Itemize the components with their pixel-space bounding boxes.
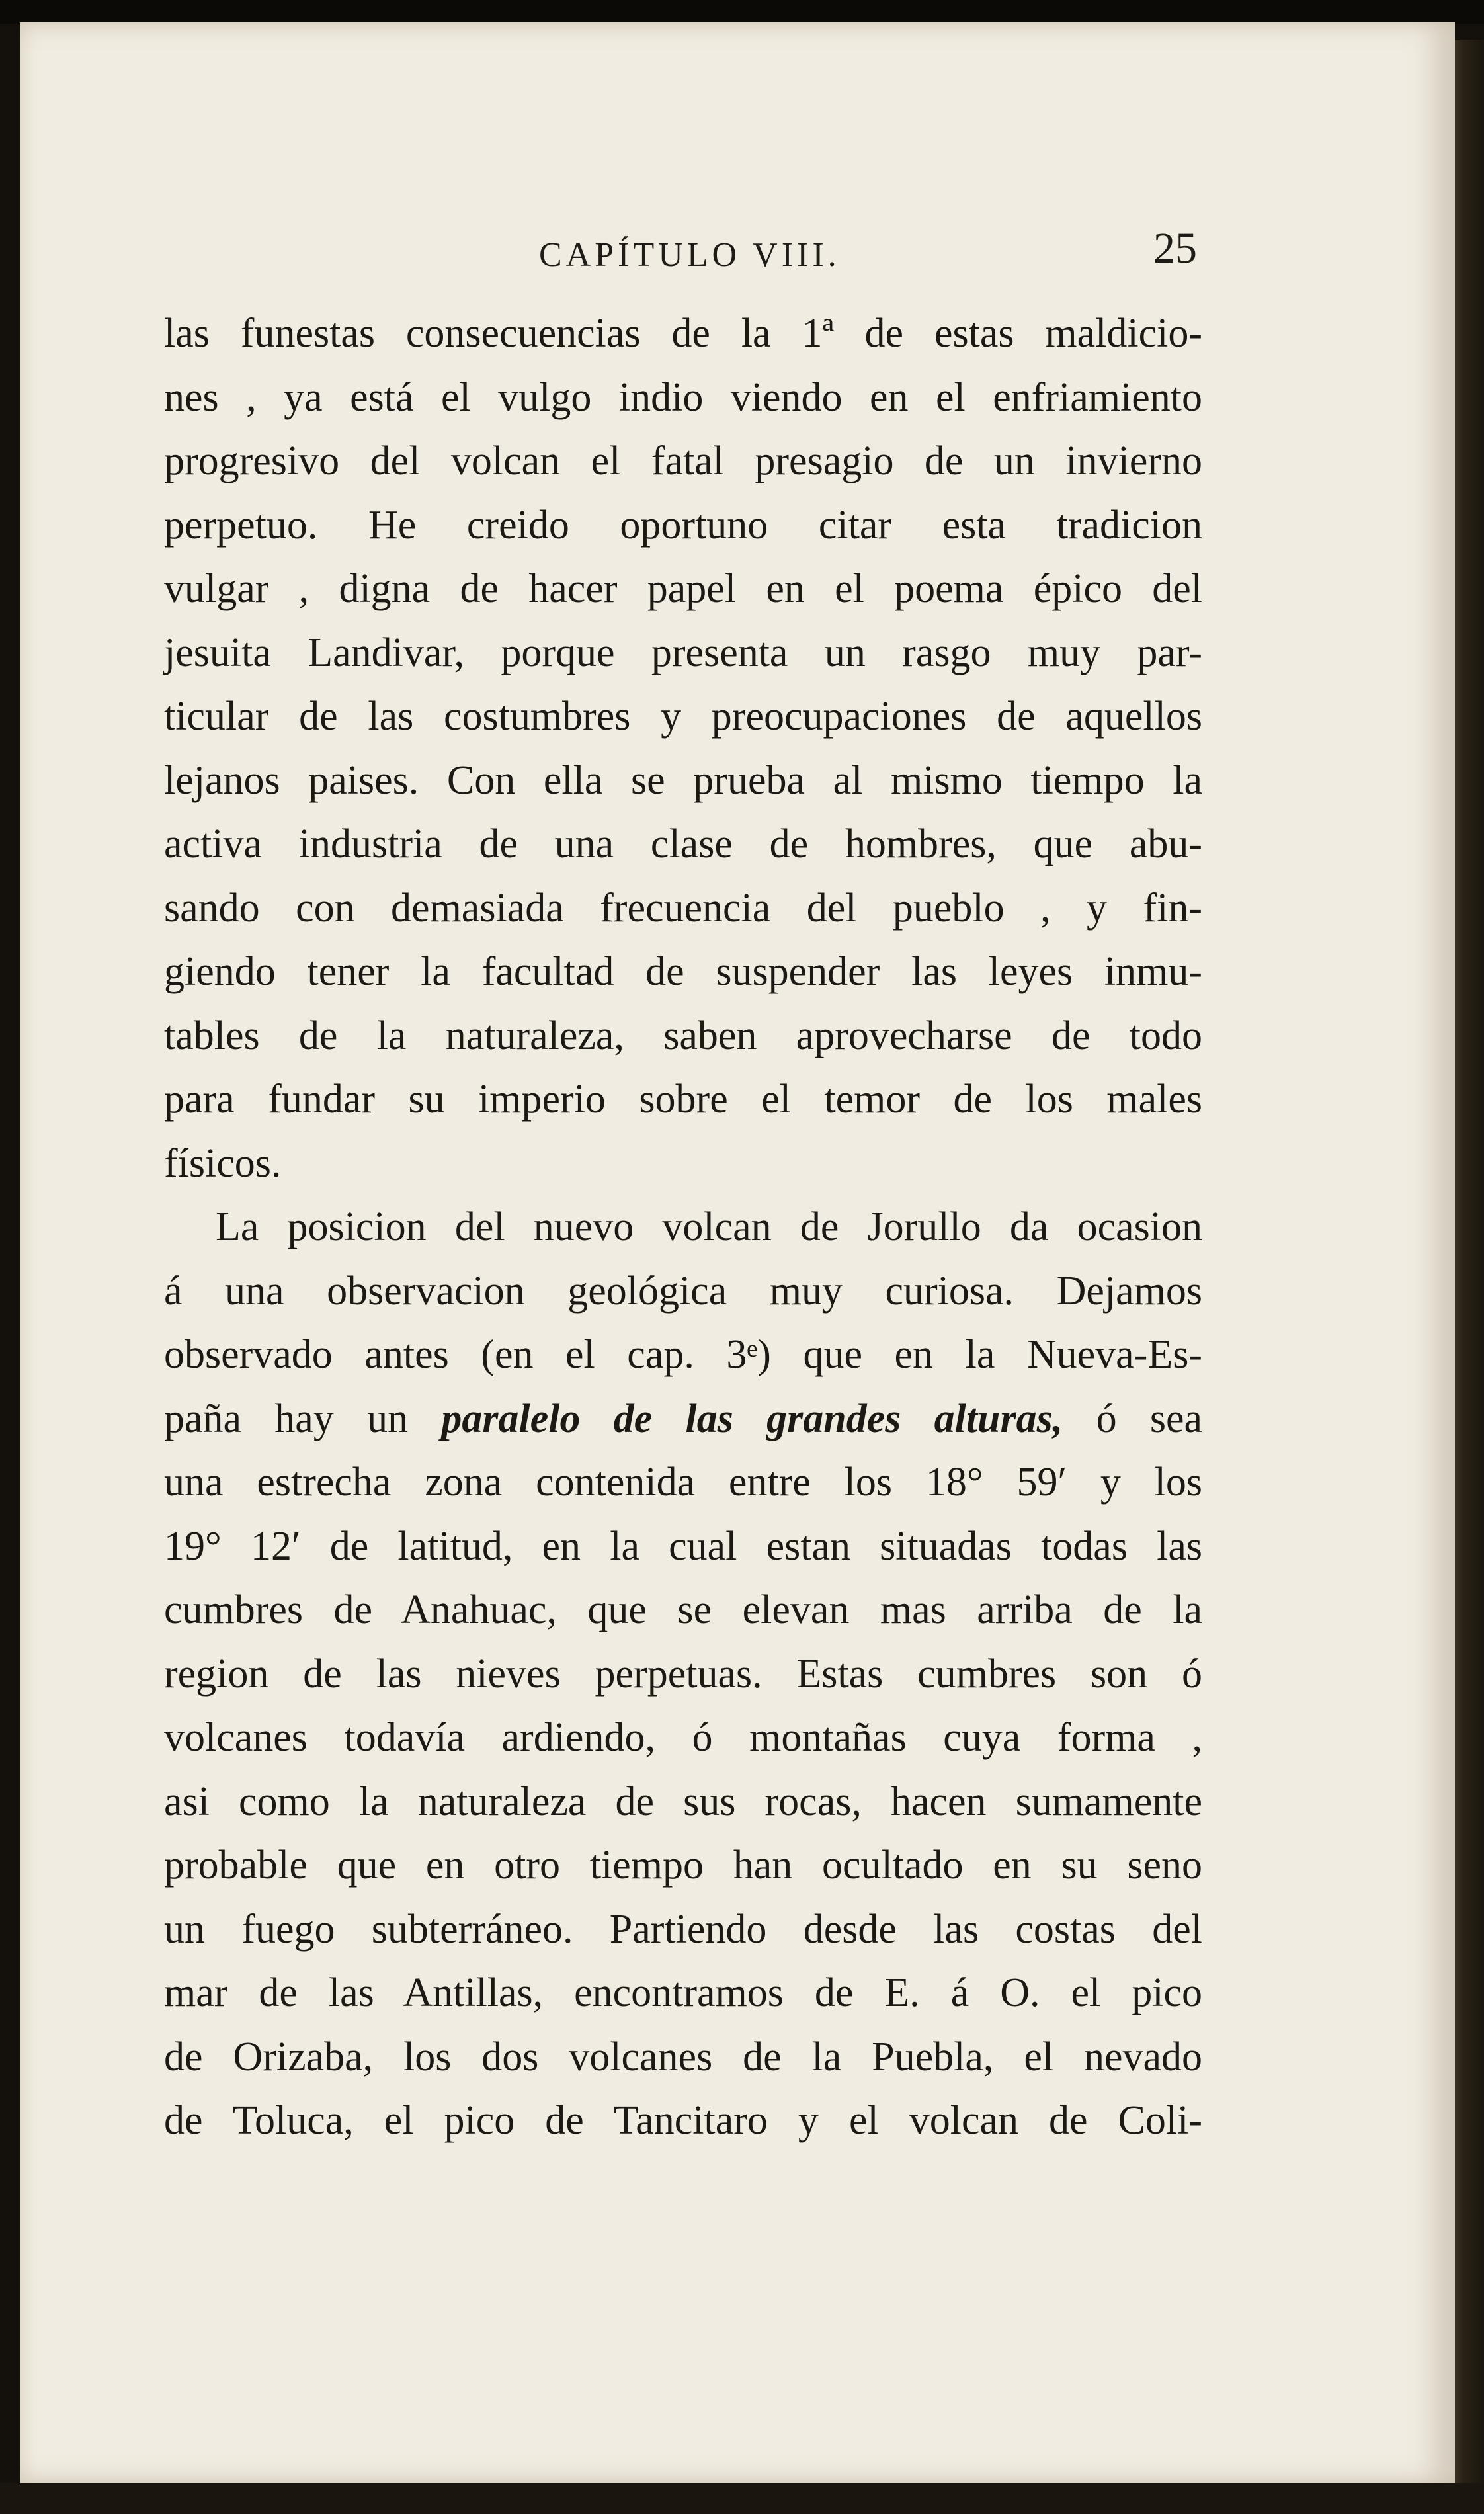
text-line: un fuego subterráneo. Partiendo desde las costas del (164, 1906, 1202, 1952)
text-line-mixed (164, 1387, 1202, 1451)
text-line: region de las nieves perpetuas. Estas cumbres son ó (164, 1651, 1202, 1697)
text-line: jesuita Landivar, porque presenta un rasgo muy par- (164, 630, 1202, 675)
text-line: activa industria de una clase de hombres, que abu- (164, 821, 1202, 866)
text-line: asi como la naturaleza de sus rocas, hacen sumamente (164, 1779, 1202, 1824)
text-line: cumbres de Anahuac, que se elevan mas arriba de la (164, 1587, 1202, 1632)
paragraph-1 (164, 302, 1202, 1195)
text-line: observado antes (en el cap. 3ᵉ) que en la Nueva-Es- (164, 1332, 1202, 1377)
text-fragment: paña hay un (164, 1396, 409, 1441)
text-line: de Toluca, el pico de Tancitaro y el volcan de Coli- (164, 2098, 1202, 2143)
text-line: las funestas consecuencias de la 1ª de estas maldicio- (164, 311, 1202, 356)
text-line: una estrecha zona contenida entre los 18° 59′ y los (164, 1460, 1202, 1505)
text-line: físicos. (164, 1140, 282, 1186)
chapter-title: CAPÍTULO VIII. (539, 236, 841, 274)
text-line: de Orizaba, los dos volcanes de la Puebla, el nevado (164, 2034, 1202, 2079)
paragraph-2 (164, 1195, 1202, 2153)
text-line: á una observacion geológica muy curiosa. Dejamos (164, 1268, 1202, 1314)
text-line: La posicion del nuevo volcan de Jorullo da ocasion (216, 1204, 1202, 1249)
text-line: ticular de las costumbres y preocupaciones de aquellos (164, 694, 1202, 739)
text-line: tables de la naturaleza, saben aprovecharse de todo (164, 1013, 1202, 1058)
text-line: vulgar , digna de hacer papel en el poema épico del (164, 566, 1202, 611)
text-line: nes , ya está el vulgo indio viendo en el enfriamiento (164, 374, 1202, 420)
text-line: mar de las Antillas, encontramos de E. á O. el pico (164, 1970, 1202, 2015)
book-top-edge (0, 0, 1484, 24)
text-line: volcanes todavía ardiendo, ó montañas cuya forma , (164, 1715, 1202, 1760)
italic-phrase: paralelo de las grandes alturas, (441, 1396, 1063, 1441)
text-line: sando con demasiada frecuencia del pueblo , y fin- (164, 885, 1202, 931)
text-line: giendo tener la facultad de suspender las leyes inmu- (164, 949, 1202, 994)
text-line: probable que en otro tiempo han ocultado en su seno (164, 1843, 1202, 1888)
text-fragment: ó sea (1096, 1396, 1203, 1441)
text-line: 19° 12′ de latitud, en la cual estan situadas todas las (164, 1523, 1202, 1569)
running-head (165, 224, 1197, 290)
text-line: lejanos paises. Con ella se prueba al mismo tiempo la (164, 757, 1202, 803)
page-number: 25 (1153, 224, 1197, 272)
text-line: perpetuo. He creido oportuno citar esta tradicion (164, 502, 1202, 548)
text-line: para fundar su imperio sobre el temor de los males (164, 1077, 1202, 1122)
text-line: progresivo del volcan el fatal presagio de un invierno (164, 439, 1202, 483)
body-text (164, 302, 1202, 2153)
book-bottom-edge (0, 2483, 1484, 2514)
